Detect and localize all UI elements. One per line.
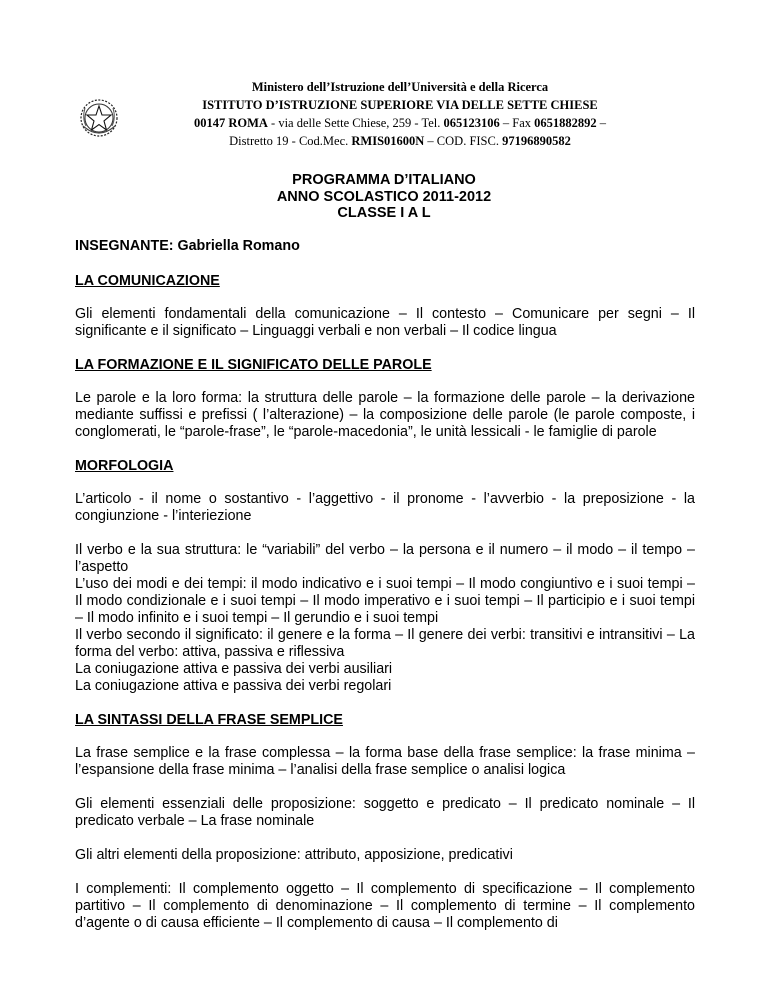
verbo-significato: Il verbo secondo il significato: il genere e la forma – Il genere dei verbi: transitivi e intransitivi – La forma del verbo: attiva, passiva e riflessiva — [75, 627, 695, 660]
program-body — [75, 238, 695, 949]
document-title — [0, 172, 768, 222]
coniugazione-regolari: La coniugazione attiva e passiva dei verbi regolari — [75, 678, 392, 694]
heading-morfologia: MORFOLOGIA — [75, 458, 174, 474]
paragraph-verbo — [75, 542, 695, 695]
paragraph-frase-semplice: La frase semplice e la frase complessa – la forma base della frase semplice: la frase minima – l’espansione della frase minima – l’analisi della frase semplice o analisi logica — [75, 745, 695, 778]
heading-formazione: LA FORMAZIONE E IL SIGNIFICATO DELLE PAROLE — [75, 357, 432, 373]
verbo-struttura: Il verbo e la sua struttura: le “variabili” del verbo – la persona e il numero – il modo – il tempo – l’aspetto — [75, 542, 695, 575]
heading-sintassi: LA SINTASSI DELLA FRASE SEMPLICE — [75, 712, 343, 728]
teacher-name: INSEGNANTE: Gabriella Romano — [75, 238, 300, 254]
italian-republic-emblem-icon — [78, 96, 120, 140]
paragraph-formazione: Le parole e la loro forma: la struttura delle parole – la formazione delle parole – la derivazione mediante suffissi e prefissi ( l’alterazione) – la composizione delle parole (le parole composte, i conglomerati, le “parole-frase”, le “parole-macedonia”, le unità lessicali - le famiglie di parole — [75, 390, 695, 440]
verbo-modi-tempi: L’uso dei modi e dei tempi: il modo indicativo e i suoi tempi – Il modo congiuntivo e i suoi tempi – Il modo condizionale e i suoi tempi – Il modo imperativo e i suoi tempi – Il participio e i suoi tempi – Il modo infinito e i suoi tempi – Il gerundio e i suoi tempi — [75, 576, 695, 626]
school-name-line: ISTITUTO D’ISTRUZIONE SUPERIORE VIA DELLE SETTE CHIESE — [202, 98, 598, 112]
title-line-1: PROGRAMMA D’ITALIANO — [292, 172, 476, 188]
paragraph-complementi: I complementi: Il complemento oggetto – Il complemento di specificazione – Il complemento partitivo – Il complemento di denominazione – Il complemento di termine – Il complemento d’agente o di causa efficiente – Il complemento di causa – Il complemento di — [75, 881, 695, 931]
paragraph-comunicazione: Gli elementi fondamentali della comunicazione – Il contesto – Comunicare per segni – Il significante e il significato – Linguaggi verbali e non verbali – Il codice lingua — [75, 306, 695, 339]
heading-comunicazione: LA COMUNICAZIONE — [75, 273, 220, 289]
address-line: 00147 ROMA - via delle Sette Chiese, 259 - Tel. 065123106 – Fax 0651882892 – — [193, 116, 607, 130]
ministry-line: Ministero dell’Istruzione dell’Università e della Ricerca — [251, 80, 549, 94]
paragraph-elementi-essenziali: Gli elementi essenziali delle proposizione: soggetto e predicato – Il predicato nominale – Il predicato verbale – La frase nominale — [75, 796, 695, 829]
title-line-2: ANNO SCOLASTICO 2011-2012 — [276, 188, 492, 205]
paragraph-altri-elementi: Gli altri elementi della proposizione: attributo, apposizione, predicativi — [75, 847, 513, 863]
coniugazione-ausiliari: La coniugazione attiva e passiva dei verbi ausiliari — [75, 661, 393, 677]
paragraph-parti-discorso: L’articolo - il nome o sostantivo - l’aggettivo - il pronome - l’avverbio - la preposizione - la congiunzione - l’interiezione — [75, 491, 695, 524]
title-line-3: CLASSE I A L — [337, 205, 431, 221]
district-line: Distretto 19 - Cod.Mec. RMIS01600N – COD. FISC. 97196890582 — [229, 134, 571, 148]
